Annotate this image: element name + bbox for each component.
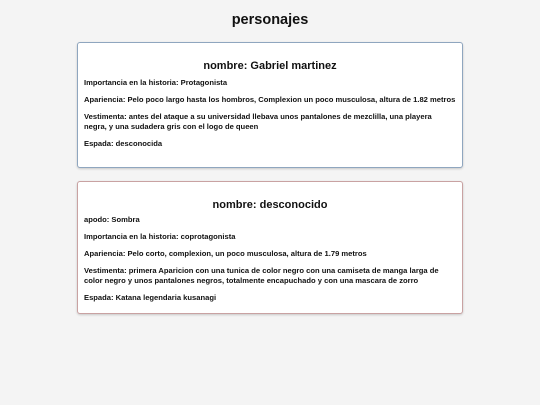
page-title: personajes [231, 12, 309, 28]
character-name: nombre: desconocido [212, 199, 328, 211]
character-clothing: Vestimenta: primera Aparicion con una tunica de color negro con una camiseta de manga larga de color negro y unos pantalones negros, totalmente encapuchado y con una mascara de zorro [84, 266, 439, 285]
character-sword: Espada: desconocida [84, 138, 163, 148]
character-appearance: Apariencia: Pelo corto, complexion, un poco musculosa, altura de 1.79 metros [84, 249, 367, 259]
character-importance: Importancia en la historia: Protagonista [84, 78, 228, 87]
character-details [84, 78, 456, 156]
character-card-unknown [77, 181, 463, 314]
character-clothing: Vestimenta: antes del ataque a su universidad llebava unos pantalones de mezclilla, una playera negra, y una sudadera gris con el logo de queen [84, 112, 432, 131]
character-importance: Importancia en la historia: coprotagonista [84, 232, 236, 242]
character-appearance: Apariencia: Pelo poco largo hasta los hombros, Complexion un poco musculosa, altura de 1.82 metros [84, 95, 456, 105]
character-sword: Espada: Katana legendaria kusanagi [84, 292, 217, 302]
character-name: nombre: Gabriel martinez [203, 60, 337, 72]
character-details [84, 215, 456, 310]
character-nickname: apodo: Sombra [84, 215, 140, 224]
character-card-gabriel [77, 42, 463, 168]
